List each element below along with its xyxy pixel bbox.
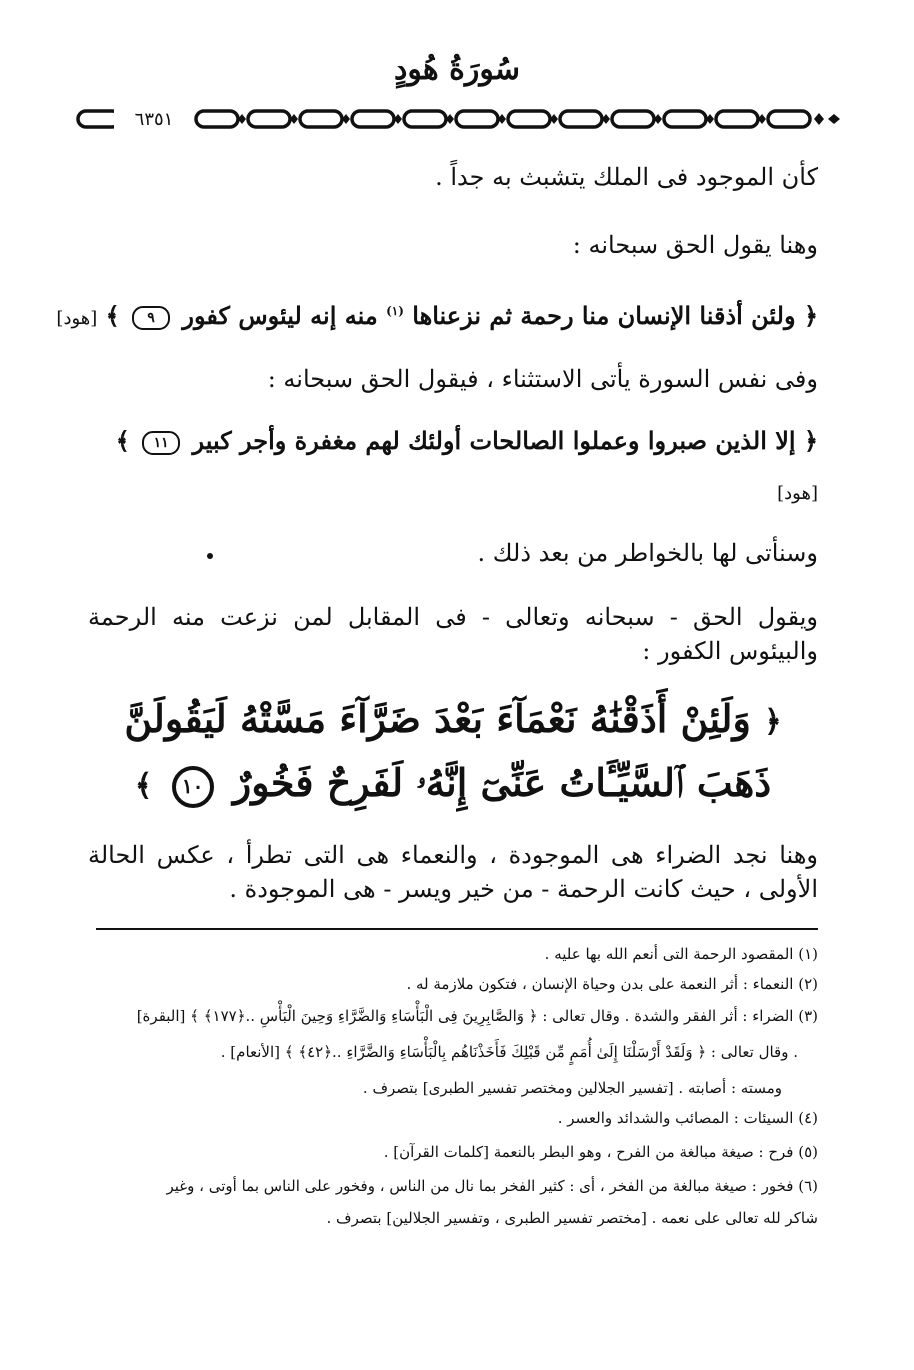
paragraph: وهنا نجد الضراء هى الموجودة ، والنعماء هى التى تطرأ ، عكس الحالة الأولى ، حيث كانت الرحمة - من خير ويسر - هى الموجودة . bbox=[88, 841, 818, 903]
quran-verse-11 bbox=[88, 424, 818, 458]
ornamental-bracket-icon: ﴿ bbox=[764, 704, 782, 740]
paragraph: كأن الموجود فى الملك يتشبث به جداً . bbox=[435, 163, 818, 191]
footnote: (٢) النعماء : أثر النعمة على بدن وحياة الإنسان ، فتكون ملازمة له . bbox=[406, 975, 818, 993]
paragraph: ويقول الحق - سبحانه وتعالى - فى المقابل لمن نزعت منه الرحمة والبيئوس الكفور : bbox=[88, 603, 818, 665]
surah-reference-line bbox=[88, 474, 818, 511]
footnote: (٦) فخور : صيغة مبالغة من الفخر ، أى : كثير الفخر بما نال من الناس ، وفخور على الناس بما أوتى ، وغير bbox=[166, 1177, 818, 1195]
footnote: (٥) فرح : صيغة مبالغة من الفرح ، وهو البطر بالنعمة [كلمات القرآن] . bbox=[383, 1143, 818, 1161]
quran-text: وَلَئِنْ أَذَقْنَٰهُ نَعْمَآءَ بَعْدَ ضَرَّآءَ مَسَّتْهُ لَيَقُولَنَّ bbox=[124, 696, 751, 741]
footnote: (١) المقصود الرحمة التى أنعم الله بها عليه . bbox=[544, 945, 818, 963]
ink-dot bbox=[207, 553, 213, 559]
verse-open-bracket: ﴿ bbox=[803, 426, 818, 455]
verse-number: ١٠ bbox=[172, 766, 214, 808]
footnote: . وقال تعالى : ﴿ وَلَقَدْ أَرْسَلْنَا إِلَىٰ أُمَمٍ مِّن قَبْلِكَ فَأَخَذْنَاهُم بِالْبَأْسَاءِ وَالضَّرَّاءِ ..﴿٤٢﴾ ﴾ [الأنعام] . bbox=[220, 1043, 798, 1061]
footnote: شاكر لله تعالى على نعمه . [مختصر تفسير الطبرى ، وتفسير الجلالين] بتصرف . bbox=[326, 1209, 818, 1227]
verse-close-bracket: ﴾ bbox=[115, 426, 130, 455]
footnote-divider bbox=[96, 928, 818, 930]
footnote: (٤) السيئات : المصائب والشدائد والعسر . bbox=[557, 1109, 818, 1127]
quran-calligraphy-line-1 bbox=[88, 692, 818, 750]
footnote-mark: (١) bbox=[386, 304, 404, 318]
verse-number: ٩ bbox=[132, 306, 170, 330]
verse-close-bracket: ﴾ bbox=[105, 301, 120, 330]
footnote: ومسته : أصابته . [تفسير الجلالين ومختصر تفسير الطبرى] بتصرف . bbox=[362, 1079, 782, 1097]
verse-number: ١١ bbox=[142, 431, 180, 455]
verse-text: ولئن أذقنا الإنسان منا رحمة ثم نزعناها bbox=[412, 301, 796, 330]
verse-text: منه إنه ليئوس كفور bbox=[182, 301, 378, 330]
paragraph: وسنأتى لها بالخواطر من بعد ذلك . bbox=[477, 539, 818, 567]
quran-verse-9 bbox=[56, 294, 818, 336]
quran-calligraphy-line-2 bbox=[88, 756, 818, 814]
page-number: ٦٣٥١ bbox=[114, 106, 194, 132]
ornamental-bracket-icon: ﴾ bbox=[134, 768, 153, 804]
surah-title: سُورَةُ هُودٍ bbox=[394, 52, 520, 87]
verse-text: إلا الذين صبروا وعملوا الصالحات أولئك لهم مغفرة وأجر كبير bbox=[192, 426, 796, 455]
paragraph: وفى نفس السورة يأتى الاستثناء ، فيقول الحق سبحانه : bbox=[267, 365, 818, 393]
surah-reference: [هود] bbox=[56, 308, 98, 329]
quran-text: ذَهَبَ ٱلسَّيِّـَٔاتُ عَنِّىٓ إِنَّهُۥ لَفَرِحٌ فَخُورٌ bbox=[232, 760, 772, 805]
footnote: (٣) الضراء : أثر الفقر والشدة . وقال تعالى : ﴿ وَالصَّابِرِينَ فِى الْبَأْسَاءِ وَالضَّرَّاءِ وَحِينَ الْبَأْسِ ..﴿١٧٧﴾ ﴾ [البقرة] bbox=[136, 1007, 818, 1025]
paragraph: وهنا يقول الحق سبحانه : bbox=[572, 231, 818, 259]
verse-open-bracket: ﴿ bbox=[803, 301, 818, 330]
surah-reference: [هود] bbox=[777, 483, 818, 504]
